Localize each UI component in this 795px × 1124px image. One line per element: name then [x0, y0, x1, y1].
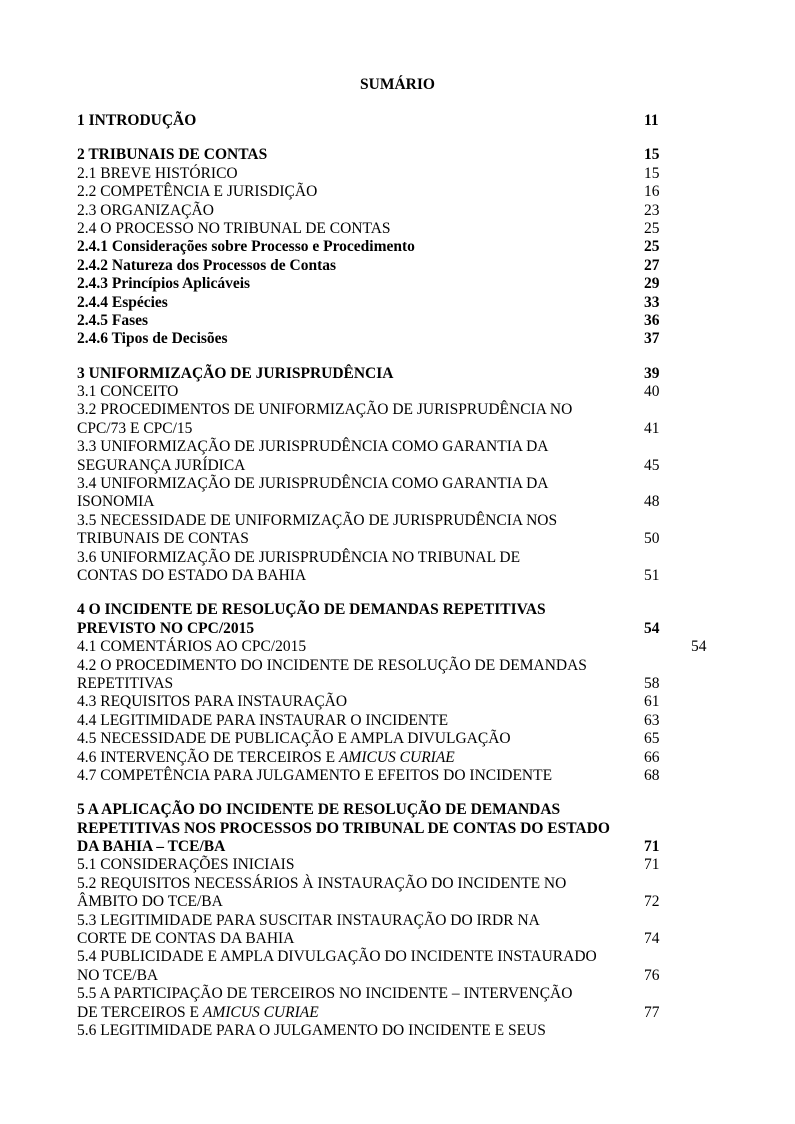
toc-entry: [77, 767, 717, 785]
toc-entry: [77, 475, 717, 493]
toc-entry-label: [77, 457, 245, 475]
toc-entry-label: [77, 383, 178, 401]
toc-entry-text: 4.6 INTERVENÇÃO DE TERCEIROS E: [77, 748, 339, 766]
toc-entry: [77, 967, 717, 985]
toc-entry-page-number: 63: [644, 711, 660, 729]
toc-entry-page-number: 23: [644, 201, 660, 219]
toc-entry-text: CONTAS DO ESTADO DA BAHIA: [77, 566, 307, 584]
toc-entry-label: [77, 767, 552, 785]
toc-entry-page-number: 25: [644, 219, 660, 237]
toc-entry-page-number: 40: [644, 383, 660, 401]
toc-entry: [77, 257, 717, 275]
toc-entry: [77, 893, 717, 911]
toc-entry-text: 2.3 ORGANIZAÇÃO: [77, 201, 214, 219]
toc-entry-label: [77, 601, 546, 619]
toc-entry: [77, 294, 717, 312]
toc-entry-page-number: 11: [644, 112, 659, 129]
toc-entry-text: SEGURANÇA JURÍDICA: [77, 456, 246, 474]
toc-entry-label: [77, 820, 610, 838]
toc-entry-text: 5.6 LEGITIMIDADE PARA O JULGAMENTO DO INCIDENTE E SEUS: [77, 1021, 546, 1039]
toc-entry: [77, 512, 717, 530]
toc-entry: [77, 930, 717, 948]
toc-entry-page-number: 54: [691, 638, 707, 656]
toc-entry: [77, 146, 717, 164]
toc-entry-page-number: 54: [644, 619, 660, 637]
toc-entry: [77, 712, 717, 730]
toc-entry: [77, 567, 717, 585]
toc-entry: [77, 401, 717, 419]
toc-entry-page-number: 29: [644, 275, 660, 293]
toc-entry-page-number: 58: [644, 674, 660, 692]
toc-entry-label: [77, 730, 511, 748]
toc-entry: [77, 801, 717, 819]
toc-entry-label: [77, 401, 572, 419]
toc-entry-text: 2.1 BREVE HISTÓRICO: [77, 164, 238, 182]
toc-entry-text: 5.1 CONSIDERAÇÕES INICIAIS: [77, 856, 295, 874]
toc-entry-label: [77, 475, 549, 493]
toc-entry: [77, 457, 717, 475]
toc-entry-page-number: 37: [644, 330, 660, 348]
toc-entry-label: [77, 749, 455, 767]
toc-entry: [77, 112, 717, 130]
toc-entry-page-number: 76: [644, 966, 660, 984]
toc-entry-page-number: 61: [644, 693, 660, 711]
toc-entry: [77, 312, 717, 330]
toc-entry-text: 2.4.1 Considerações sobre Processo e Procedimento: [77, 238, 415, 256]
toc-entry: [77, 183, 717, 201]
toc-entry-label: [77, 146, 267, 164]
toc-entry: [77, 330, 717, 348]
toc-entry-text: 4.4 LEGITIMIDADE PARA INSTAURAR O INCIDENTE: [77, 711, 449, 729]
toc-entry: [77, 420, 717, 438]
toc-entry: [77, 948, 717, 966]
toc-entry-label: [77, 712, 448, 730]
toc-entry-page-number: 66: [644, 748, 660, 766]
toc-entry-text: 5.4 PUBLICIDADE E AMPLA DIVULGAÇÃO DO INCIDENTE INSTAURADO: [77, 948, 597, 966]
toc-entry-text: CORTE DE CONTAS DA BAHIA: [77, 930, 295, 948]
toc-entry-italic-text: AMICUS CURIAE: [338, 748, 455, 766]
toc-entry-label: [77, 330, 228, 348]
toc-entry-text: 2.4.5 Fases: [77, 311, 149, 329]
toc-entry-label: [77, 365, 393, 383]
toc-entry-page-number: 39: [644, 364, 660, 382]
toc-entry-label: [77, 530, 249, 548]
toc-entry-label: [77, 238, 415, 256]
toc-entry-page-number: 15: [644, 164, 660, 182]
toc-entry-text: 2 TRIBUNAIS DE CONTAS: [77, 146, 268, 164]
toc-entry-page-number: 71: [644, 856, 660, 874]
toc-entry-text: 1 INTRODUÇÃO: [77, 112, 197, 129]
toc-entry-page-number: 74: [644, 930, 660, 948]
toc-entry-label: [77, 967, 158, 985]
toc-entry: [77, 275, 717, 293]
toc-entry: [77, 530, 717, 548]
toc-entry-page-number: 45: [644, 456, 660, 474]
toc-entry-text: DE TERCEIROS E: [77, 1003, 203, 1021]
toc-entry-label: [77, 838, 225, 856]
toc-entry-label: [77, 512, 557, 530]
toc-entry-text: 3.1 CONCEITO: [77, 383, 179, 401]
toc-entry-label: [77, 675, 173, 693]
toc-entry-text: NO TCE/BA: [77, 966, 159, 984]
toc-entry-label: [77, 312, 148, 330]
toc-entry: [77, 638, 717, 656]
toc-entry-label: [77, 493, 155, 511]
toc-entry-text: 4 O INCIDENTE DE RESOLUÇÃO DE DEMANDAS REPETITIVAS: [77, 601, 546, 619]
toc-entry: [77, 675, 717, 693]
toc-entry-label: [77, 801, 560, 819]
toc-entry-text: 3 UNIFORMIZAÇÃO DE JURISPRUDÊNCIA: [77, 364, 394, 382]
toc-entry-label: [77, 856, 294, 874]
toc-entry-label: [77, 112, 196, 130]
toc-entry-page-number: 41: [644, 419, 660, 437]
toc-entry-text: 3.4 UNIFORMIZAÇÃO DE JURISPRUDÊNCIA COMO GARANTIA DA: [77, 475, 549, 493]
toc-entry-text: REPETITIVAS: [77, 674, 174, 692]
toc-entry-label: [77, 183, 317, 201]
toc-entry-label: [77, 567, 306, 585]
toc-entry-page-number: 65: [644, 730, 660, 748]
toc-entry-label: [77, 257, 336, 275]
toc-entry-page-number: 27: [644, 256, 660, 274]
toc-entry-page-number: 48: [644, 493, 660, 511]
toc-entry: [77, 1022, 717, 1040]
toc-entry-text: 3.3 UNIFORMIZAÇÃO DE JURISPRUDÊNCIA COMO GARANTIA DA: [77, 438, 549, 456]
toc-entry: [77, 820, 717, 838]
toc-entry: [77, 202, 717, 220]
toc-entry-text: CPC/73 E CPC/15: [77, 419, 193, 437]
toc-entry-label: [77, 202, 214, 220]
toc-entry-text: 4.1 COMENTÁRIOS AO CPC/2015: [77, 638, 307, 656]
toc-entry-label: [77, 657, 587, 675]
toc-entry: [77, 165, 717, 183]
toc-entry-text: 5.2 REQUISITOS NECESSÁRIOS À INSTAURAÇÃO DO INCIDENTE NO: [77, 874, 567, 892]
toc-entry-text: 3.5 NECESSIDADE DE UNIFORMIZAÇÃO DE JURISPRUDÊNCIA NOS: [77, 511, 558, 529]
toc-entry: [77, 438, 717, 456]
toc-entry: [77, 365, 717, 383]
toc-entry-text: 3.6 UNIFORMIZAÇÃO DE JURISPRUDÊNCIA NO TRIBUNAL DE: [77, 548, 521, 566]
toc-entry-page-number: 15: [644, 146, 660, 164]
toc-entry-label: [77, 875, 566, 893]
toc-entry-text: ÂMBITO DO TCE/BA: [77, 893, 223, 911]
toc-entry-label: [77, 165, 238, 183]
toc-entry-italic-text: AMICUS CURIAE: [202, 1003, 319, 1021]
toc-entry-page-number: 77: [644, 1003, 660, 1021]
toc-entry-page-number: 50: [644, 530, 660, 548]
toc-entry-label: [77, 549, 520, 567]
toc-entry-label: [77, 1004, 319, 1022]
toc-entry: [77, 749, 717, 767]
toc-entry-text: 4.2 O PROCEDIMENTO DO INCIDENTE DE RESOLUÇÃO DE DEMANDAS: [77, 656, 587, 674]
toc-entry-label: [77, 638, 306, 656]
toc-entry-text: 4.5 NECESSIDADE DE PUBLICAÇÃO E AMPLA DIVULGAÇÃO: [77, 730, 511, 748]
toc-entry: [77, 1004, 717, 1022]
toc-entry: [77, 383, 717, 401]
toc-entry: [77, 220, 717, 238]
toc-entry-text: 4.3 REQUISITOS PARA INSTAURAÇÃO: [77, 693, 348, 711]
toc-entry: [77, 912, 717, 930]
toc-entry-text: 5.5 A PARTICIPAÇÃO DE TERCEIROS NO INCIDENTE – INTERVENÇÃO: [77, 985, 573, 1003]
toc-entry-text: 3.2 PROCEDIMENTOS DE UNIFORMIZAÇÃO DE JURISPRUDÊNCIA NO: [77, 401, 573, 419]
toc-entry-text: ISONOMIA: [77, 493, 155, 511]
toc-entry-page-number: 33: [644, 293, 660, 311]
toc-entry-label: [77, 985, 572, 1003]
toc-entry-text: 5 A APLICAÇÃO DO INCIDENTE DE RESOLUÇÃO DE DEMANDAS: [77, 801, 561, 819]
toc-entry-text: 2.4.4 Espécies: [77, 293, 168, 311]
table-of-contents: [77, 112, 717, 1040]
toc-entry-label: [77, 893, 223, 911]
toc-entry-page-number: 51: [644, 566, 660, 584]
toc-entry-text: 2.4.6 Tipos de Decisões: [77, 330, 228, 348]
toc-entry-label: [77, 438, 549, 456]
toc-entry-text: 2.2 COMPETÊNCIA E JURISDIÇÃO: [77, 183, 318, 201]
toc-entry: [77, 493, 717, 511]
toc-entry: [77, 875, 717, 893]
toc-entry-page-number: 68: [644, 766, 660, 784]
toc-entry-text: 5.3 LEGITIMIDADE PARA SUSCITAR INSTAURAÇÃO DO IRDR NA: [77, 911, 540, 929]
toc-entry-text: PREVISTO NO CPC/2015: [77, 619, 255, 637]
toc-entry-label: [77, 693, 347, 711]
toc-entry: [77, 693, 717, 711]
toc-entry: [77, 985, 717, 1003]
toc-entry-text: 4.7 COMPETÊNCIA PARA JULGAMENTO E EFEITOS DO INCIDENTE: [77, 766, 553, 784]
toc-entry-text: 2.4 O PROCESSO NO TRIBUNAL DE CONTAS: [77, 219, 391, 237]
toc-entry-label: [77, 948, 597, 966]
toc-entry: [77, 549, 717, 567]
toc-entry: [77, 620, 717, 638]
toc-entry-label: [77, 220, 391, 238]
toc-entry-text: REPETITIVAS NOS PROCESSOS DO TRIBUNAL DE CONTAS DO ESTADO: [77, 819, 610, 837]
toc-entry-text: TRIBUNAIS DE CONTAS: [77, 530, 249, 548]
toc-entry: [77, 238, 717, 256]
toc-entry: [77, 730, 717, 748]
toc-entry: [77, 601, 717, 619]
toc-entry: [77, 838, 717, 856]
toc-entry: [77, 657, 717, 675]
toc-entry-label: [77, 294, 168, 312]
toc-entry-page-number: 25: [644, 238, 660, 256]
toc-entry-text: 2.4.3 Princípios Aplicáveis: [77, 275, 251, 293]
toc-entry-text: 2.4.2 Natureza dos Processos de Contas: [77, 256, 337, 274]
toc-entry-page-number: 72: [644, 893, 660, 911]
toc-entry: [77, 856, 717, 874]
toc-entry-page-number: 16: [644, 183, 660, 201]
toc-entry-label: [77, 420, 192, 438]
toc-entry-page-number: 36: [644, 311, 660, 329]
toc-entry-label: [77, 930, 294, 948]
toc-entry-label: [77, 620, 254, 638]
toc-entry-label: [77, 275, 250, 293]
toc-entry-label: [77, 1022, 546, 1040]
toc-entry-page-number: 71: [644, 838, 660, 856]
page-title: SUMÁRIO: [360, 76, 435, 93]
toc-entry-label: [77, 912, 540, 930]
toc-entry-text: DA BAHIA – TCE/BA: [77, 838, 226, 856]
